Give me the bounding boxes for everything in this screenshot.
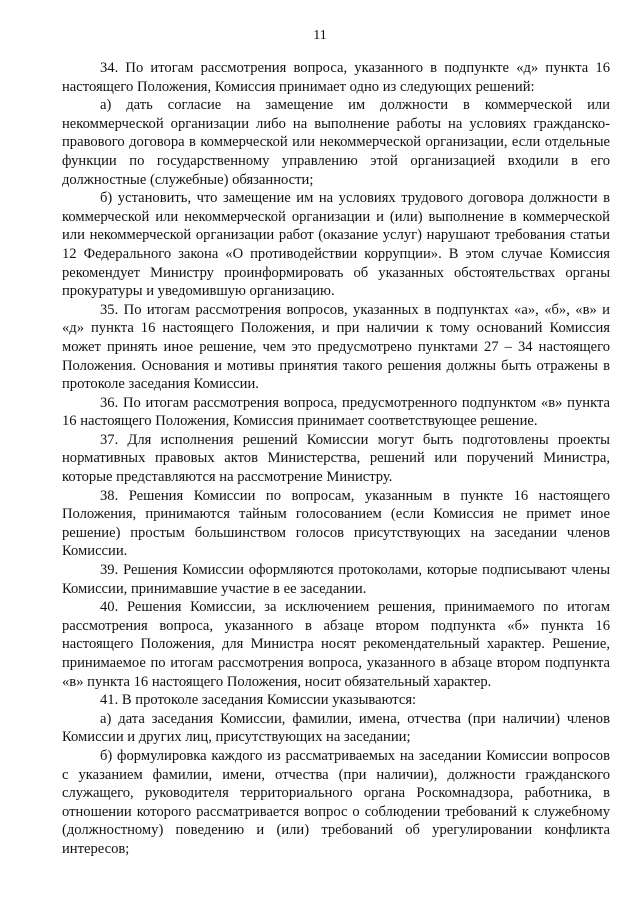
page-number: 11 bbox=[313, 28, 327, 43]
paragraph-34: 34. По итогам рассмотрения вопроса, указанного в подпункте «д» пункта 16 настоящего Положения, Комиссия принимает одно из следующих решений: bbox=[62, 60, 610, 95]
paragraph-34-b: б) установить, что замещение им на условиях трудового договора должности в коммерческой или некоммерческой организации и (или) выполнение в коммерческой или некоммерческой организации работ (оказание услуг) нарушают требования статьи 12 Федерального закона «О противодействии коррупции». В этом случае Комиссия рекомендует Министру проинформировать об указанных обстоятельствах органы прокуратуры и уведомившую организацию. bbox=[62, 190, 610, 300]
paragraph-37: 37. Для исполнения решений Комиссии могут быть подготовлены проекты нормативных правовых актов Министерства, решений или поручений Министра, которые представляются на рассмотрение Министру. bbox=[62, 431, 610, 486]
document-body bbox=[62, 59, 610, 859]
paragraph-36: 36. По итогам рассмотрения вопроса, предусмотренного подпунктом «в» пункта 16 настоящего Положения, Комиссия принимает соответствующее решение. bbox=[62, 394, 610, 430]
paragraph-40: 40. Решения Комиссии, за исключением решения, принимаемого по итогам рассмотрения вопроса, указанного в абзаце втором подпункта «б» пункта 16 настоящего Положения, для Министра носят рекомендательный характер. Решение, принимаемое по итогам рассмотрения вопроса, указанного в абзаце втором подпункта «в» пункта 16 настоящего Положения, носит обязательный характер. bbox=[62, 599, 610, 690]
paragraph-41-a: а) дата заседания Комиссии, фамилии, имена, отчества (при наличии) членов Комиссии и других лиц, присутствующих на заседании; bbox=[62, 710, 610, 746]
paragraph-41: 41. В протоколе заседания Комиссии указываются: bbox=[100, 692, 417, 709]
paragraph-34-a: а) дать согласие на замещение им должности в коммерческой или некоммерческой организации либо на выполнение работы на условиях гражданско-правового договора в коммерческой или некоммерческой организации, если отдельные функции по государственному управлению этой организацией входили в его должностные (служебные) обязанности; bbox=[62, 97, 610, 188]
paragraph-35: 35. По итогам рассмотрения вопросов, указанных в подпунктах «а», «б», «в» и «д» пункта 16 настоящего Положения, и при наличии к тому оснований Комиссия может принять иное решение, чем это предусмотрено пунктами 27 – 34 настоящего Положения. Основания и мотивы принятия такого решения должны быть отражены в протоколе заседания Комиссии. bbox=[62, 301, 610, 393]
paragraph-41-b: б) формулировка каждого из рассматриваемых на заседании Комиссии вопросов с указанием фамилии, имени, отчества (при наличии), должности гражданского служащего, руководителя территориального органа Роскомнадзора, работника, в отношении которого рассматривается вопрос о соблюдении требований к служебному (должностному) поведению и (или) требований об урегулировании конфликта интересов; bbox=[62, 747, 610, 857]
paragraph-38: 38. Решения Комиссии по вопросам, указанным в пункте 16 настоящего Положения, принимаются тайным голосованием (если Комиссия не примет иное решение) простым большинством голосов присутствующих на заседании членов Комиссии. bbox=[62, 487, 610, 560]
paragraph-39: 39. Решения Комиссии оформляются протоколами, которые подписывают члены Комиссии, принимавшие участие в ее заседании. bbox=[62, 562, 610, 597]
